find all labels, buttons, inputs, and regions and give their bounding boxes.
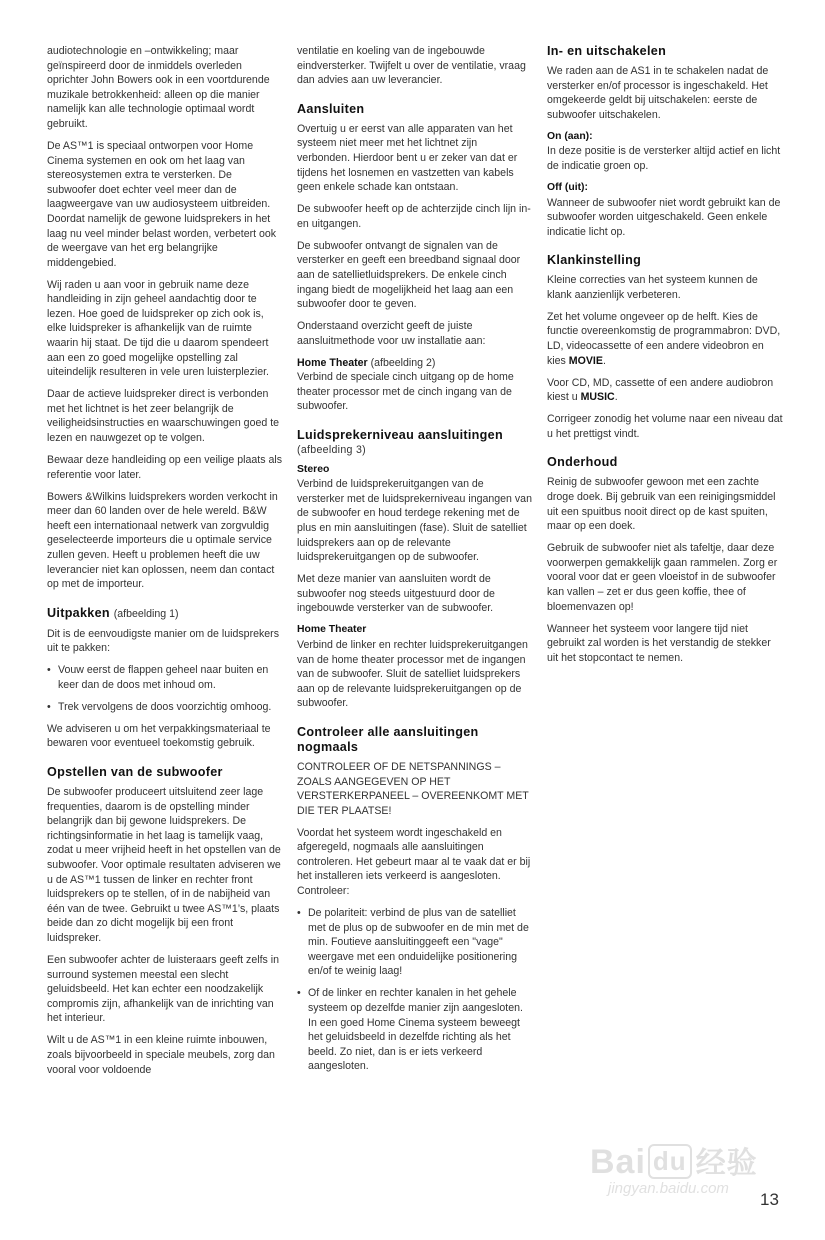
heading-in-uitschakelen: In- en uitschakelen — [547, 44, 667, 58]
paragraph: Onderstaand overzicht geeft de juiste aansluitmethode voor uw installatie aan: — [297, 320, 486, 347]
page-number: 13 — [760, 1190, 779, 1209]
paragraph: Wij raden u aan voor in gebruik name deze handleiding in zijn geheel aandachtig door te lezen. Hoe goed de luidspreker op zich ook is, elke luidspreker is afhankelijk van de ruimte waarin hij staat. De tijd die u daarom spendeert aan een zo goed mogelijke opstelling zal uiteindelijk resulteren in vele uren luisterplezier. — [47, 278, 269, 379]
paragraph: Verbind de linker en rechter luidsprekeruitgangen van de home theater processor met de ingangen van de subwoofer. Sluit de satelliet luidsprekers aan op de relevante luidsprekeruitgangen op de subwoofer. — [297, 638, 528, 710]
heading-luidsprekerniveau — [297, 428, 533, 458]
keyword-music: MUSIC — [580, 391, 615, 404]
paragraph: De subwoofer heeft op de achterzijde cinch lijn in- en uitgangen. — [297, 203, 531, 230]
watermark — [590, 1138, 760, 1202]
paragraph: Bewaar deze handleiding op een veilige plaats als referentie voor later. — [47, 454, 282, 481]
paragraph: Overtuig u er eerst van alle apparaten van het systeem niet meer met het lichtnet zijn verbonden. Hierdoor bent u er zeker van dat er tijdens het losnemen en vastzetten van kabels geen enkele schade kan ontstaan. — [297, 122, 518, 194]
heading-uitpakken — [47, 606, 283, 622]
subheading-off: Off (uit): — [547, 181, 588, 193]
paragraph: Voordat het systeem wordt ingeschakeld en afgeregeld, nogmaals alle aansluitingen controleren. Het gebeurt maar al te vaak dat er bij het installeren iets verkeerd is aangesloten. Controleer: — [297, 826, 531, 898]
paragraph: We raden aan de AS1 in te schakelen nadat de versterker en/of processor is ingeschakeld. Het omgekeerde geldt bij uitschakelen: eerste de subwoofer uitschakelen. — [547, 65, 769, 121]
paragraph — [547, 310, 783, 368]
text: . — [602, 354, 606, 367]
paragraph: Kleine correcties van het systeem kunnen de klank aanzienlijk verbeteren. — [547, 274, 758, 301]
text: Voor CD, MD, cassette of een andere audiobron kiest u — [547, 376, 774, 404]
paragraph: Wanneer de subwoofer niet wordt gebruikt kan de subwoofer worden uitgeschakeld. Geen enkele indicatie licht op. — [547, 196, 781, 238]
subheading-on: On (aan): — [547, 130, 593, 142]
paragraph: Reinig de subwoofer gewoon met een zachte droge doek. Bij gebruik van een reinigingsmiddel uit een spuitbus nooit direct op de kast spuiten, maar op een doek. — [547, 476, 776, 533]
heading-text: Uitpakken — [47, 605, 110, 620]
watermark-brand: Bai — [590, 1143, 646, 1181]
paragraph: We adviseren u om het verpakkingsmateriaal te bewaren voor eventueel toekomstig gebruik. — [47, 722, 271, 750]
paragraph: De AS™1 is speciaal ontworpen voor Home Cinema systemen en ook om het laag van stereosystemen extra te versterken. De subwoofer doet echter veel meer dan de laagweergave van uw audiosysteem uitbreiden. Doordat namelijk de gewone luidsprekers in het laag nu veel minder belast worden, verbetert ook de weergave van het erg belangrijke middengebied. — [47, 139, 277, 269]
paragraph: ventilatie en koeling van de ingebouwde eindversterker. Twijfelt u over de ventilatie, vraag dan advies aan uw leverancier. — [297, 45, 526, 87]
paragraph: Gebruik de subwoofer niet als tafeltje, daar deze voorwerpen gemakkelijk gaan rammelen. Zorg er vooral voor dat er geen vloeistof in de subwoofer kan vallen – zet er dus geen koffie, thee of bloemenvazen op! — [547, 542, 778, 613]
paragraph: Corrigeer zonodig het volume naar een niveau dat u het prettigst vindt. — [547, 413, 783, 440]
figure-reference: (afbeelding 1) — [113, 607, 179, 620]
heading-controleer: Controleer alle aansluitingen nogmaals — [297, 724, 479, 754]
list-item: • Trek vervolgens de doos voorzichtig omhoog. — [47, 700, 283, 715]
list-item: • Of de linker en rechter kanalen in het gehele systeem op dezelfde manier zijn aangesloten. In een goed Home Cinema systeem beweegt het geluidsbeeld in dezelfde richting als het beeld. Zo niet, dan is er iets verkeerd aangesloten. — [297, 986, 533, 1074]
paragraph: Wilt u de AS™1 in een kleine ruimte inbouwen, zoals bijvoorbeeld in speciale meubels, zorg dan vooral voor voldoende — [47, 1034, 275, 1076]
paragraph: CONTROLEER OF DE NETSPANNINGS – ZOALS AANGEGEVEN OP HET VERSTERKERPANEEL – OVEREENKOMT MET DIE TER PLAATSE! — [297, 760, 529, 817]
watermark-url: jingyan.baidu.com — [608, 1180, 729, 1197]
column-1 — [47, 44, 283, 1085]
column-3 — [547, 44, 783, 673]
heading-text: Luidsprekerniveau aansluitingen — [297, 428, 503, 443]
paragraph: Wanneer het systeem voor langere tijd niet gebruikt zal worden is het verstandig de stekker uit het stopcontact te nemen. — [547, 622, 771, 664]
figure-reference: (afbeelding 3) — [297, 444, 366, 457]
paragraph: Dit is de eenvoudigste manier om de luidsprekers uit te pakken: — [47, 627, 280, 655]
paragraph: Verbind de luidsprekeruitgangen van de versterker met de luidsprekerniveau ingangen van de subwoofer en houd terdege rekening met de plus en min aansluitingen (fase). Sluit de satelliet luidsprekers aan op de relevante luidsprekeruitgangen op de subwoofer. — [297, 478, 532, 564]
subheading-home-theater: Home Theater — [297, 624, 367, 636]
heading-opstellen: Opstellen van de subwoofer — [47, 765, 223, 780]
figure-reference: (afbeelding 2) — [370, 356, 436, 369]
paragraph: De subwoofer ontvangt de signalen van de versterker en geeft een breedband signaal door aan de satellietluidsprekers. De enkele cinch ingang biedt de mogelijkheid het laag aan een subwoofer door te geven. — [297, 239, 521, 311]
subheading-stereo: Stereo — [297, 463, 330, 475]
watermark-brand-cn: 经验 — [695, 1147, 758, 1180]
text: Zet het volume ongeveer op de helft. Kies de functie overeenkomstig de programmabron: DVD, LD, videocassette of een andere videobron en kies — [547, 310, 781, 367]
keyword-movie: MOVIE — [568, 354, 603, 367]
list-item: • Vouw eerst de flappen geheel naar buiten en keer dan de doos met inhoud om. — [47, 663, 283, 692]
text: . — [614, 391, 618, 404]
paragraph: De subwoofer produceert uitsluitend zeer lage frequenties, daarom is de opstelling minder belangrijk dan bij gewone luidsprekers. De richtingsinformatie in het laag is tamelijk vaag, zodat u meer vrijheid heeft in het opstellen van de subwoofer. Voor optimale resultaten adviseren we u de AS™1 tussen de linker en rechter front luidsprekers op te stellen, of in de nabijheid van één van de twee. Gebruikt u twee AS™1’s, plaats beide dan zo dicht mogelijk bij een front luidspreker. — [47, 786, 281, 944]
paragraph: Bowers &Wilkins luidsprekers worden verkocht in meer dan 60 landen over de hele wereld. B&W heeft een internationaal netwerk van zorgvuldig geselecteerde importeurs die u optimale service zullen geven. Heeft u problemen heeft die uw leverancier niet kan oplossen, neem dan contact op met de importeur. — [47, 490, 278, 591]
subheading-label: Home Theater — [297, 356, 368, 369]
paragraph: Een subwoofer achter de luisteraars geeft zelfs in surround systemen meestal een slecht geluidsbeeld. Het kan echter een noodzakelijk compromis zijn, afhankelijk van de inrichting van het interieur. — [47, 953, 280, 1025]
home-theater-section — [297, 356, 533, 414]
paw-icon: du — [648, 1144, 692, 1179]
paragraph: Met deze manier van aansluiten wordt de subwoofer nog steeds uitgestuurd door de ingebouwde versterker van de subwoofer. — [297, 573, 495, 615]
paragraph — [547, 376, 783, 405]
heading-aansluiten: Aansluiten — [297, 101, 365, 116]
bullet-list — [297, 906, 533, 1074]
paragraph: audiotechnologie en –ontwikkeling; maar geïnspireerd door de inmiddels overleden oprichter John Bowers ook in een voortdurende muzikale betrokkenheid: alleen op die manier namelijk kan alle technologie optimaal wordt gebruikt. — [47, 45, 270, 130]
watermark-logo — [590, 1138, 758, 1182]
section-text: Verbind de speciale cinch uitgang op de home theater processor met de cinch ingang van de subwoofer. — [297, 371, 514, 413]
heading-klankinstelling: Klankinstelling — [547, 253, 642, 268]
list-item: • De polariteit: verbind de plus van de satelliet met de plus op de subwoofer en de min met de min. Foutieve aansluitinggeeft een "vage" weergave met een onduidelijke positionering en/of te weinig laag! — [297, 906, 533, 979]
column-2 — [297, 44, 533, 1081]
heading-onderhoud: Onderhoud — [547, 455, 618, 470]
bullet-list — [47, 663, 283, 714]
paragraph: Daar de actieve luidspreker direct is verbonden met het lichtnet is het zeer belangrijk de veiligheidsinstructies en waarschuwingen goed te lezen en nauwgezet op te volgen. — [47, 388, 280, 445]
paragraph: In deze positie is de versterker altijd actief en licht de indicatie groen op. — [547, 145, 781, 172]
